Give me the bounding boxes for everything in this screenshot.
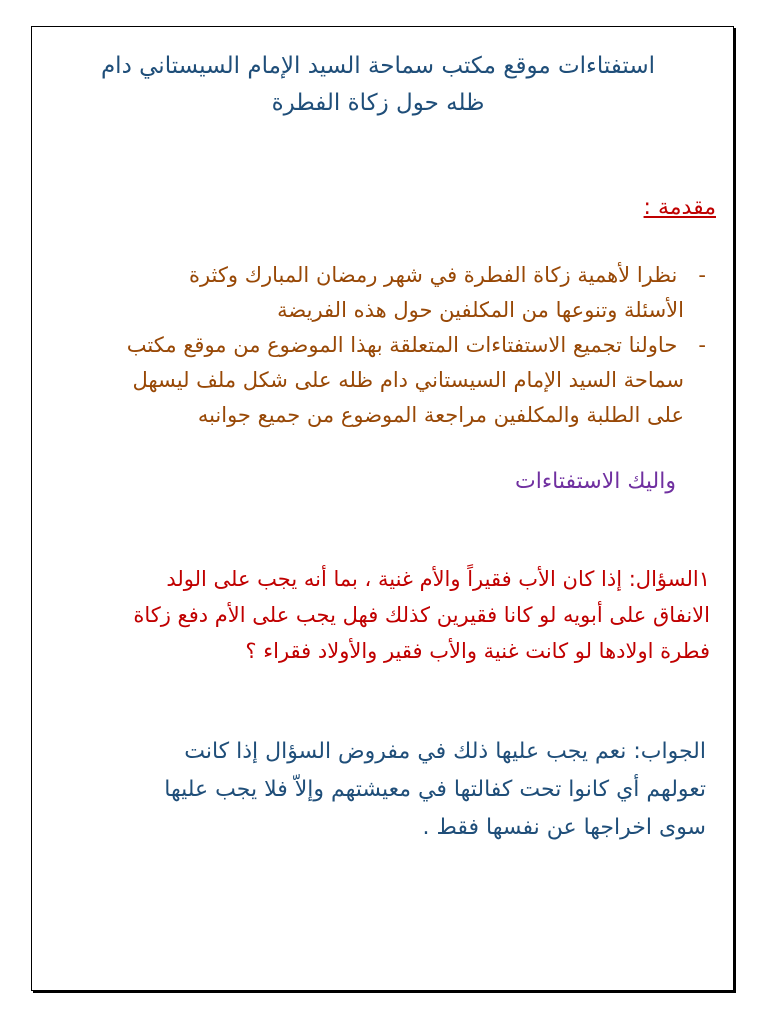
bullet-2-line-2: سماحة السيد الإمام السيستاني دام ظله على شكل ملف ليسهل [132,368,684,392]
bullet-1-line-2: الأسئلة وتنوعها من المكلفين حول هذه الفريضة [277,298,684,322]
answer-line: تعولهم أي كانوا تحت كفالتها في معيشتهم وإلاّ فلا يجب عليها [164,777,706,802]
bullet-2-line-3: على الطلبة والمكلفين مراجعة الموضوع من جميع جوانبه [197,403,684,427]
bullet-1-line-1 [127,258,706,293]
question-line: الانفاق على أبويه لو كانا فقيرين كذلك فهل يجب على الأم دفع زكاة [133,603,710,627]
intro-bullet-list [127,258,706,433]
question-1 [133,561,710,669]
transition-text: واليك الاستفتاءات [515,469,676,494]
document-title [58,48,698,122]
question-line: ١السؤال: إذا كان الأب فقيراً والأم غنية ، بما أنه يجب على الولد [166,567,710,591]
answer-line: الجواب: نعم يجب عليها ذلك في مفروض السؤال إذا كانت [184,739,706,764]
bullet-2-line-1 [127,328,706,363]
answer-1 [164,733,706,847]
bullet-1-text-1: نظرا لأهمية زكاة الفطرة في شهر رمضان المبارك وكثرة [188,263,678,287]
bullet-2-text-1: حاولنا تجميع الاستفتاءات المتعلقة بهذا الموضوع من موقع مكتب [126,333,678,357]
bullet-dash: - [698,333,706,357]
intro-heading: مقدمة : [643,195,716,220]
title-line-1: استفتاءات موقع مكتب سماحة السيد الإمام السيستاني دام [100,53,656,79]
bullet-dash: - [698,263,706,287]
answer-line: سوى اخراجها عن نفسها فقط . [422,815,706,840]
question-line: فطرة اولادها لو كانت غنية والأب فقير والأولاد فقراء ؟ [245,639,710,663]
title-line-2: ظله حول زكاة الفطرة [271,90,485,116]
